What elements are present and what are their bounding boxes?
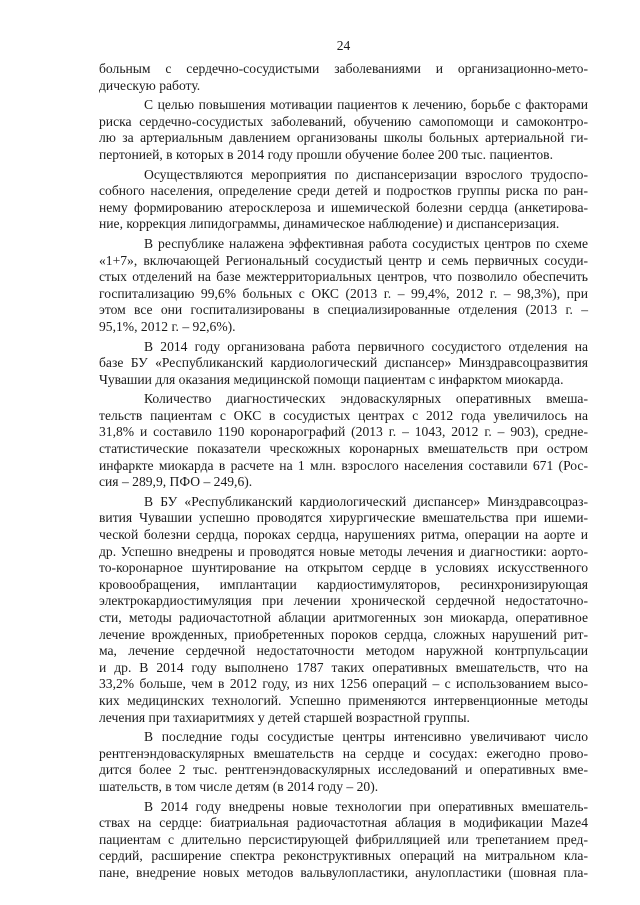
text-line: ствах на сердце: биатриальная радиочастотная аблация в модификации Maze4 <box>99 815 588 831</box>
text-line: дическую работу. <box>99 77 201 93</box>
paragraph <box>99 391 588 491</box>
text-line: пане, внедрение новых методов вальвулопластики, анулопластики (шовная пла- <box>99 864 588 880</box>
text-line: дится более 2 тыс. рентгенэндоваскулярных исследований и оперативных вме- <box>99 762 588 778</box>
text-line: сердий, расширение спектра реконструктивных операций на митральном кла- <box>99 848 588 864</box>
text-line: сия – 289,9, ПФО – 249,6). <box>99 474 253 490</box>
paragraph <box>99 494 588 726</box>
text-line: вития Чувашии успешно проводятся хирургические вмешательства при ишеми- <box>99 510 588 526</box>
document-body <box>99 61 588 882</box>
paragraph <box>99 236 588 336</box>
text-line: 95,1%, 2012 г. – 92,6%). <box>99 318 236 334</box>
text-line: шательств, в том числе детям (в 2014 году – 20). <box>99 778 379 794</box>
text-line: ние, коррекция липидограммы, динамическое наблюдение) и диспансеризация. <box>99 216 560 232</box>
text-line: базе БУ «Республиканский кардиологический диспансер» Минздравсоцразвития <box>99 355 588 371</box>
text-line: тельств пациентам с ОКС в сосудистых центрах с 2012 года увеличилось на <box>99 407 588 423</box>
text-line: лечения при тахиаритмиях у детей старшей возрастной группы. <box>99 709 470 725</box>
text-line: больным с сердечно-сосудистыми заболеваниями и организационно-мето- <box>99 61 588 76</box>
text-line: электрокардиостимуляция при лечении хронической сердечной недостаточно- <box>99 593 588 609</box>
text-line: рентгенэндоваскулярных вмешательств на сердце и сосудах: ежегодно прово- <box>99 745 588 761</box>
text-line: Осуществляются мероприятия по диспансеризации взрослого трудоспо- <box>144 166 588 182</box>
text-line: 33,2% больше, чем в 2012 году, из них 1256 операций – с использованием высо- <box>99 676 588 692</box>
text-line: стых отделений на базе межтерриториальных центров, что позволило обеспечить <box>99 269 588 285</box>
text-line: В БУ «Республиканский кардиологический диспансер» Минздравсоцраз- <box>144 493 588 509</box>
text-line: В республике налажена эффективная работа сосудистых центров по схеме <box>144 235 588 251</box>
text-line: ческой болезни сердца, пороках сердца, нарушениях ритма, операции на аорте и <box>99 527 588 543</box>
paragraph <box>99 729 588 795</box>
text-line: «1+7», включающей Региональный сосудистый центр и семь первичных сосуди- <box>99 252 588 268</box>
text-line: этом все они госпитализированы в специализированные отделения (2013 г. – <box>99 302 588 318</box>
text-line: ма, лечение сердечной недостаточности методом наружной контрпульсации <box>99 643 588 659</box>
text-line: сти, методы радиочастотной аблации аритмогенных зон миокарда, оперативное <box>99 610 588 625</box>
page-number: 24 <box>336 38 351 53</box>
text-line: нему формированию атеросклероза и ишемической болезни сердца (анкетирова- <box>99 199 588 215</box>
text-line: то-коронарное шунтирование на открытом сердце в условиях искусственного <box>99 560 588 576</box>
text-line: Количество диагностических эндоваскулярных оперативных вмеша- <box>144 391 588 407</box>
text-line: кровообращения, имплантации кардиостимуляторов, ресинхронизирующая <box>99 576 588 592</box>
text-line: риска сердечно-сосудистых заболеваний, обучению самопомощи и самоконтро- <box>99 113 588 129</box>
text-line: др. Успешно внедрены и проводятся новые методы лечения и диагностики: аорто- <box>99 543 588 559</box>
text-line: Чувашии для оказания медицинской помощи пациентам с инфарктом миокарда. <box>99 371 564 387</box>
text-line: В 2014 году организована работа первичного сосудистого отделения на <box>144 338 588 354</box>
text-line: госпитализацию 99,6% больных с ОКС (2013 г. – 99,4%, 2012 г. – 98,3%), при <box>99 285 588 301</box>
paragraph <box>99 339 588 389</box>
text-line: В последние годы сосудистые центры интенсивно увеличивают число <box>144 729 588 745</box>
text-line: лю за артериальным давлением организованы школы больных артериальной ги- <box>99 130 588 146</box>
text-line: пациентам с длительно персистирующей фибрилляцией или трепетанием пред- <box>99 831 588 847</box>
paragraph <box>99 799 588 882</box>
text-line: лечение врожденных, приобретенных пороков сердца, сложных нарушений рит- <box>99 626 588 642</box>
text-line: статистические показатели чрескожных коронарных вмешательств при остром <box>99 441 588 457</box>
text-line: В 2014 году внедрены новые технологии при оперативных вмешатель- <box>144 798 588 814</box>
paragraph <box>99 61 588 94</box>
text-line: пертонией, в которых в 2014 году прошли обучение более 200 тыс. пациентов. <box>99 146 553 162</box>
text-line: 31,8% и составило 1190 коронарографий (2013 г. – 1043, 2012 г. – 903), средне- <box>99 424 588 440</box>
paragraph <box>99 167 588 233</box>
text-line: и др. В 2014 году выполнено 1787 таких оперативных вмешательств, что на <box>99 659 588 675</box>
text-line: инфаркте миокарда в расчете на 1 млн. взрослого населения составили 671 (Рос- <box>99 457 588 473</box>
text-line: С целью повышения мотивации пациентов к лечению, борьбе с факторами <box>144 97 588 113</box>
text-line: ких медицинских технологий. Успешно применяются интервенционные методы <box>99 692 588 708</box>
text-line: собного населения, определение среди детей и подростков группы риска по ран- <box>99 183 588 199</box>
paragraph <box>99 97 588 163</box>
